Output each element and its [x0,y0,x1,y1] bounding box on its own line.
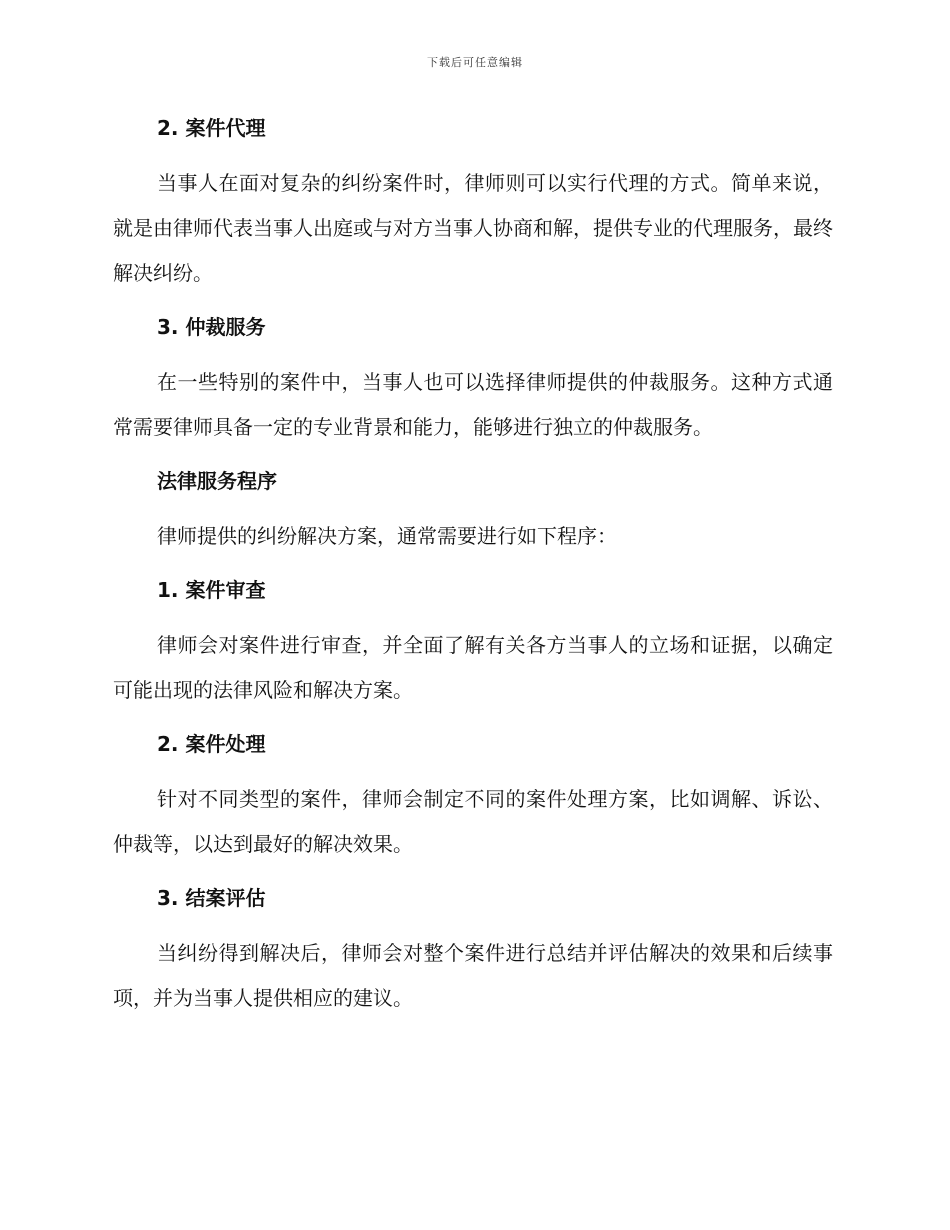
section-paragraph-case-handling: 针对不同类型的案件，律师会制定不同的案件处理方案，比如调解、诉讼、仲裁等，以达到最好的解决效果。 [113,787,833,856]
section-paragraph-arbitration: 在一些特别的案件中，当事人也可以选择律师提供的仲裁服务。这种方式通常需要律师具备一定的专业背景和能力，能够进行独立的仲裁服务。 [113,370,833,439]
section-heading-arbitration: 3. 仲裁服务 [157,315,266,339]
section-paragraph-closing-evaluation: 当纠纷得到解决后，律师会对整个案件进行总结并评估解决的效果和后续事项，并为当事人提供相应的建议。 [113,941,833,1010]
section-heading-legal-procedure: 法律服务程序 [157,469,277,493]
section-paragraph-case-agency: 当事人在面对复杂的纠纷案件时，律师则可以实行代理的方式。简单来说，就是由律师代表当事人出庭或与对方当事人协商和解，提供专业的代理服务，最终解决纠纷。 [113,171,833,285]
section-heading-case-review: 1. 案件审查 [157,578,266,602]
section-heading-case-handling: 2. 案件处理 [157,732,266,756]
section-heading-closing-evaluation: 3. 结案评估 [157,886,266,910]
page-header-note: 下载后可任意编辑 [427,56,523,69]
document-body [113,112,833,1021]
section-heading-case-agency: 2. 案件代理 [157,116,266,140]
section-paragraph-case-review: 律师会对案件进行审查，并全面了解有关各方当事人的立场和证据，以确定可能出现的法律风险和解决方案。 [113,633,833,702]
section-paragraph-legal-procedure: 律师提供的纠纷解决方案，通常需要进行如下程序： [157,524,617,548]
